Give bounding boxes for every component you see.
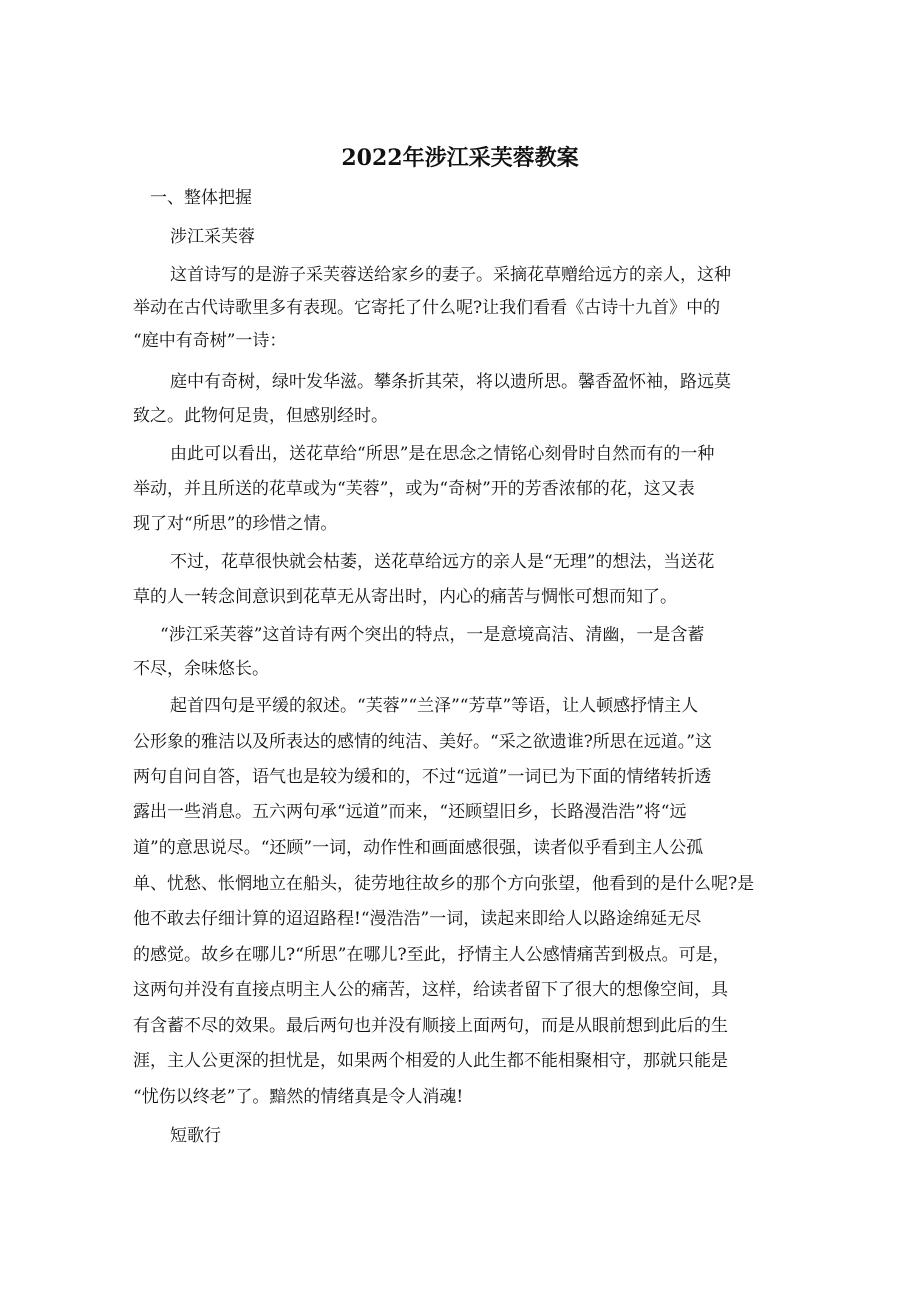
paragraph-line: 不尽，余味悠长。 [133, 659, 269, 679]
paragraph-line: 的感觉。故乡在哪儿?“所思”在哪儿?至此，抒情主人公感情痛苦到极点。可是， [133, 945, 730, 965]
section-heading: 一、整体把握 [150, 188, 252, 208]
paragraph-line: 有含蓄不尽的效果。最后两句也并没有顺接上面两句，而是从眼前想到此后的生 [133, 1016, 728, 1036]
paragraph-line: 道”的意思说尽。“还顾”一词，动作性和画面感很强，读者似乎看到主人公孤 [133, 838, 704, 858]
paragraph-line: 这首诗写的是游子采芙蓉送给家乡的妻子。采摘花草赠给远方的亲人，这种 [170, 265, 731, 285]
paragraph-line: 他不敢去仔细计算的迢迢路程!“漫浩浩”一词，读起来即给人以路途绵延无尽 [133, 909, 702, 929]
paragraph-line: 庭中有奇树，绿叶发华滋。攀条折其荣，将以遗所思。馨香盈怀袖，路远莫 [170, 372, 731, 392]
paragraph-line: “忧伤以终老”了。黯然的情绪真是令人消魂! [133, 1087, 464, 1107]
paragraph-line: 这两句并没有直接点明主人公的痛苦，这样，给读者留下了很大的想像空间，具 [133, 980, 728, 1000]
paragraph-line: “涉江采芙蓉”这首诗有两个突出的特点，一是意境高洁、清幽，一是含蓄 [160, 625, 705, 645]
paragraph-line: 草的人一转念间意识到花草无从寄出时，内心的痛苦与惆怅可想而知了。 [133, 587, 677, 607]
paragraph-line: 露出一些消息。五六两句承“远道”而来，“还顾望旧乡，长路漫浩浩”将“远 [133, 802, 687, 822]
paragraph-line: 举动，并且所送的花草或为“芙蓉”，或为“奇树”开的芳香浓郁的花，这又表 [133, 479, 695, 499]
paragraph-line: “庭中有奇树”一诗： [133, 331, 287, 351]
subheading-poem-1: 涉江采芙蓉 [170, 227, 255, 247]
paragraph-line: 举动在古代诗歌里多有表现。它寄托了什么呢?让我们看看《古诗十九首》中的 [133, 298, 721, 318]
paragraph-line: 致之。此物何足贵，但感别经时。 [133, 406, 388, 426]
paragraph-line: 公形象的雅洁以及所表达的感情的纯洁、美好。“采之欲遗谁?所思在远道。”这 [133, 732, 712, 752]
paragraph-line: 现了对“所思”的珍惜之情。 [133, 514, 338, 534]
paragraph-line: 起首四句是平缓的叙述。“芙蓉”“兰泽”“芳草”等语，让人顿感抒情主人 [170, 696, 699, 716]
paragraph-line: 两句自问自答，语气也是较为缓和的，不过“远道”一词已为下面的情绪转折透 [133, 767, 712, 787]
page-title: 2022年涉江采芙蓉教案 [341, 145, 579, 171]
paragraph-line: 由此可以看出，送花草给“所思”是在思念之情铭心刻骨时自然而有的一种 [170, 444, 715, 464]
paragraph-line: 涯，主人公更深的担忧是，如果两个相爱的人此生都不能相聚相守，那就只能是 [133, 1051, 728, 1071]
paragraph-line: 不过，花草很快就会枯萎，送花草给远方的亲人是“无理”的想法，当送花 [170, 552, 715, 572]
paragraph-line: 单、忧愁、怅惘地立在船头，徒劳地往故乡的那个方向张望，他看到的是什么呢?是 [133, 874, 755, 894]
subheading-poem-2: 短歌行 [170, 1126, 221, 1146]
